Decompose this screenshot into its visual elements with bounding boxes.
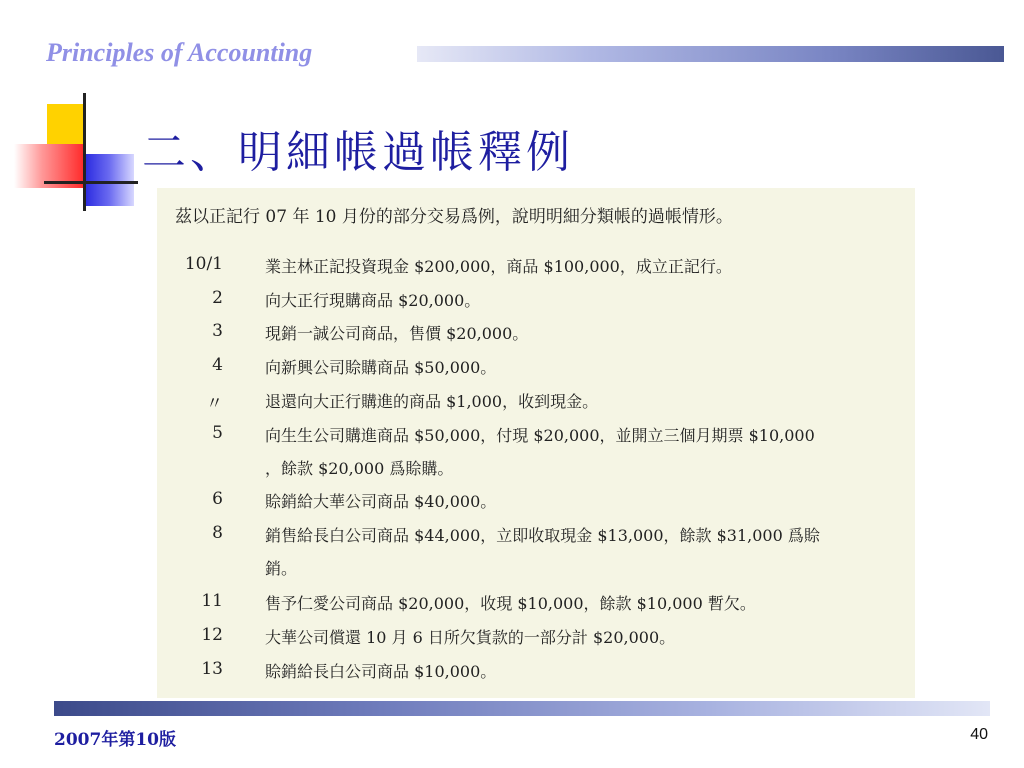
page-number: 40	[970, 726, 988, 743]
entry-description-line: 銷售給長白公司商品 $44,000，立即收取現金 $13,000，餘款 $31,000 爲賒	[265, 526, 820, 545]
entry-date: 13	[201, 659, 223, 679]
entry-description-line: ，餘款 $20,000 爲賒購。	[265, 459, 454, 478]
list-item	[157, 621, 915, 655]
entry-description	[265, 621, 905, 654]
decoration-horizontal-line	[44, 181, 138, 184]
decoration-vertical-line	[83, 93, 86, 211]
list-item	[157, 385, 915, 419]
list-item	[157, 317, 915, 351]
entry-date: 12	[201, 625, 223, 645]
entry-description	[265, 587, 905, 620]
slide-title: 二、明細帳過帳釋例	[142, 127, 574, 178]
entry-description-line: 現銷一誠公司商品，售價 $20,000。	[265, 324, 529, 343]
entry-description	[265, 351, 905, 384]
entry-description-line: 向新興公司賒購商品 $50,000。	[265, 358, 497, 377]
entry-description-line: 大華公司償還 10 月 6 日所欠貨款的一部分計 $20,000。	[265, 628, 676, 647]
entry-description-line: 退還向大正行購進的商品 $1,000，收到現金。	[265, 392, 599, 411]
entry-description	[265, 655, 905, 688]
entry-date: 5	[212, 423, 223, 443]
list-item	[157, 284, 915, 318]
entry-date: 10/1	[184, 254, 223, 274]
entry-date: 8	[212, 523, 223, 543]
footer-edition: 2007年第10版	[54, 730, 176, 750]
entry-date: 4	[212, 355, 223, 375]
entry-date: 〃	[206, 394, 223, 414]
list-item	[157, 587, 915, 621]
entry-date: 11	[201, 591, 223, 611]
entry-description-line: 賒銷給大華公司商品 $40,000。	[265, 492, 497, 511]
list-item	[157, 485, 915, 519]
entry-description	[265, 519, 905, 585]
decoration-blue-square	[84, 154, 134, 206]
content-panel	[157, 188, 915, 698]
header-title: Principles of Accounting	[46, 38, 313, 67]
entry-description	[265, 317, 905, 350]
entry-description	[265, 419, 905, 485]
entry-date: 6	[212, 489, 223, 509]
header-decoration-bar	[417, 46, 1004, 62]
entry-description	[265, 284, 905, 317]
entry-description-line: 向生生公司購進商品 $50,000，付現 $20,000，並開立三個月期票 $10,000	[265, 426, 815, 445]
list-item	[157, 419, 915, 478]
entry-date: 2	[212, 288, 223, 308]
entry-description-line: 賒銷給長白公司商品 $10,000。	[265, 662, 497, 681]
list-item	[157, 250, 915, 284]
footer-decoration-bar	[54, 701, 990, 716]
list-item	[157, 351, 915, 385]
entry-description	[265, 385, 905, 418]
entry-description	[265, 485, 905, 518]
list-item	[157, 655, 915, 689]
intro-text: 茲以正記行 07 年 10 月份的部分交易爲例，說明明細分類帳的過帳情形。	[175, 207, 733, 227]
entry-description	[265, 250, 905, 283]
entry-description-line: 業主林正記投資現金 $200,000，商品 $100,000，成立正記行。	[265, 257, 732, 276]
entry-description-line: 向大正行現購商品 $20,000。	[265, 291, 481, 310]
entry-description-line: 售予仁愛公司商品 $20,000，收現 $10,000，餘款 $10,000 暫欠。	[265, 594, 756, 613]
entry-date: 3	[212, 321, 223, 341]
list-item	[157, 519, 915, 578]
entry-description-line: 銷。	[265, 559, 298, 578]
